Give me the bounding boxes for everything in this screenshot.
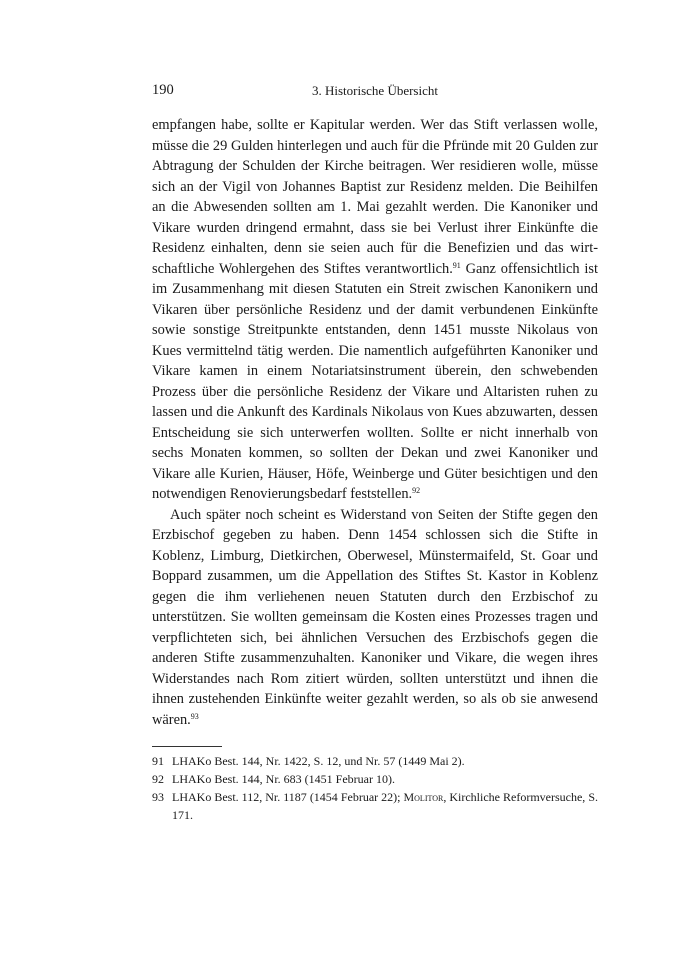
footnote [152, 752, 598, 770]
text-span: empfangen habe, sollte er Kapitular werden. Wer das Stift verlassen wolle, müsse die 29 Gulden hinterlegen und auch für die Pfründe mit 20 Gulden zur Abtragung der Schulden der Kirche beitragen. Wer residieren wolle, müsse sich an der Vigil von Johannes Baptist zur Residenz melden. Die Beihilfen an die Abwesenden sollten am 1. Mai gezahlt werden. Die Kanoniker und Vikare wurden dringend ermahnt, dass sie bei Verlust ihrer Einkünfte die Residenz einhalten, denn sie seien auch für die Benefizien und das wirtschaftliche Wohlergehen des Stiftes verantwortlich. [152, 117, 598, 277]
footnote-divider [152, 746, 222, 747]
paragraph [152, 505, 598, 731]
footnote-text: LHAKo Best. 144, Nr. 1422, S. 12, und Nr. 57 (1449 Mai 2). [172, 754, 465, 768]
footnote-ref[interactable]: 93 [190, 711, 199, 721]
running-head: 3. Historische Übersicht [311, 83, 438, 98]
page-number: 190 [152, 82, 174, 98]
body-text [152, 115, 598, 730]
page-header [152, 82, 598, 102]
footnote [152, 788, 598, 824]
footnote-author: Molitor [403, 790, 444, 804]
text-span: Ganz offensichtlich ist im Zusammenhang mit diesen Statuten ein Streit zwischen Kanonikern und Vikaren über persönliche Residenz und der damit verbundenen Einkünfte sowie sonstige Streitpunkte entstanden, denn 1451 musste Nikolaus von Kues vermittelnd tätig werden. Die namentlich aufgeführten Kanoniker und Vikare kamen in einem Notariatsinstrument überein, den schwebenden Prozess über die persönliche Residenz der Vikare und Altaristen ruhen zu lassen und die Ankunft des Kardinals Nikolaus von Kues abzuwarten, dessen Entscheidung sie sich unterwerfen wollten. Sollte er nicht innerhalb von sechs Monaten kommen, so sollten der Dekan und zwei Kanoniker und Vikare alle Kurien, Häuser, Höfe, Weinberge und Güter besichtigen und den notwendigen Renovierungsbedarf feststellen. [152, 260, 598, 502]
footnotes [152, 752, 598, 824]
footnote-text: LHAKo Best. 144, Nr. 683 (1451 Februar 10). [172, 772, 395, 786]
footnote [152, 770, 598, 788]
footnote-text-part: , Kirchliche Reformversuche, S. 171. [172, 790, 598, 822]
footnote-ref[interactable]: 92 [412, 486, 421, 495]
footnote-number: 93 [152, 790, 164, 804]
paragraph [152, 115, 598, 505]
text-span: Auch später noch scheint es Widerstand von Seiten der Stifte gegen den Erzbischof gegeben zu haben. Denn 1454 schlossen sich die Stifte in Koblenz, Limburg, Dietkirchen, Oberwesel, Münstermaifeld, St. Goar und Boppard zusammen, um die Appellation des Stiftes St. Kastor in Koblenz gegen die ihm verliehenen neuen Statuten durch den Erzbischof zu unterstützen. Sie wollten gemeinsam die Kosten eines Prozesses tragen und verpflichteten sich, bei ähnlichen Versuchen des Erzbischofs gegen die anderen Stifte zusammenzuhalten. Kanoniker und Vikare, die wegen ihres Widerstandes nach Rom zitiert würden, sollten unterstützt und ihnen die ihnen zustehenden Einkünfte weiter gezahlt werden, so als ob sie anwesend wären. [152, 506, 598, 728]
footnote-text-part: LHAKo Best. 112, Nr. 1187 (1454 Februar 22); [172, 790, 404, 804]
footnote-ref[interactable]: 91 [452, 260, 461, 270]
footnote-number: 91 [152, 754, 164, 768]
footnote-text [172, 788, 598, 824]
footnote-number: 92 [152, 772, 164, 786]
